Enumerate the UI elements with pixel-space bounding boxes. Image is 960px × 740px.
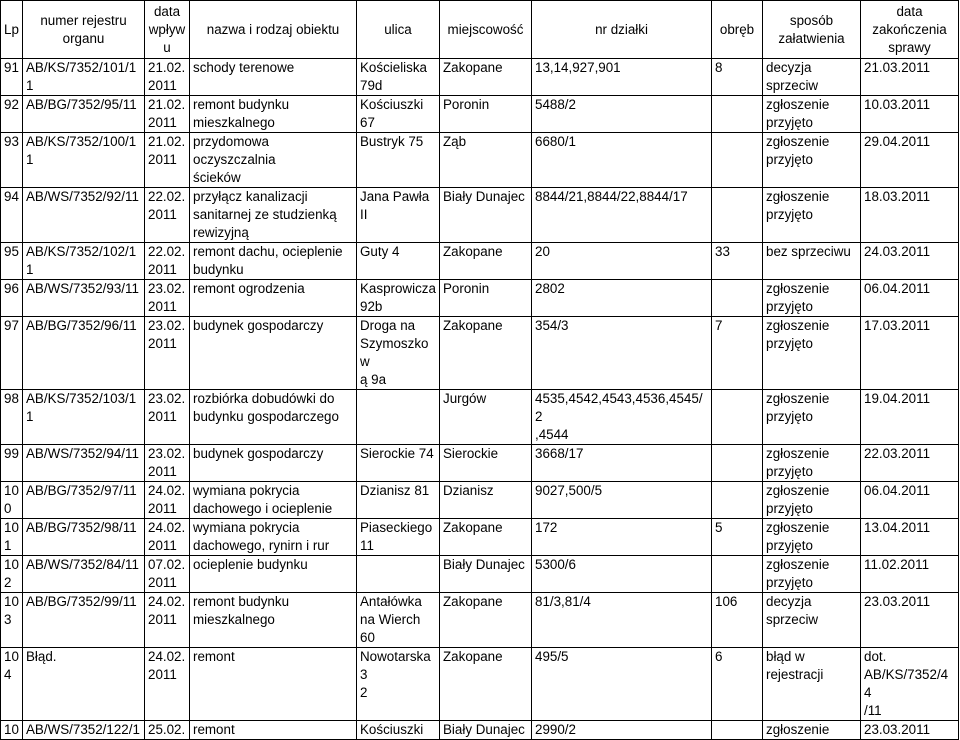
cell-object-name: remont dachu, ocieplenie budynku: [190, 243, 357, 280]
cell-registry-number: AB/WS/7352/84/11: [23, 556, 145, 593]
cell-street: Kasprowicza 92b: [357, 280, 440, 317]
cell-received-date: 23.02. 2011: [145, 445, 190, 482]
cell-resolution: zgłoszenie przyjęto: [763, 556, 861, 593]
cell-registry-number: AB/KS/7352/100/11: [23, 133, 145, 188]
table-row: [1, 556, 959, 593]
cell-town: Sierockie: [440, 445, 532, 482]
cell-lp: 10 0: [1, 482, 23, 519]
cell-precinct: 106: [712, 593, 763, 648]
cell-plot-number: 13,14,927,901: [532, 59, 712, 96]
cell-resolution: zgłoszenie przyjęto: [763, 519, 861, 556]
cell-street: Piaseckiego 11: [357, 519, 440, 556]
cell-received-date: 21.02. 2011: [145, 96, 190, 133]
cell-lp: 10 4: [1, 648, 23, 721]
cell-object-name: ocieplenie budynku: [190, 556, 357, 593]
table-row: [1, 519, 959, 556]
cell-resolution: zgłoszenie przyjęto: [763, 133, 861, 188]
cell-completion-date: 23.03.2011: [861, 593, 959, 648]
cell-street: Jana Pawła II: [357, 188, 440, 243]
header-precinct: obręb: [712, 1, 763, 59]
header-registry-number: numer rejestru organu: [23, 1, 145, 59]
table-row: [1, 59, 959, 96]
cell-lp: 10: [1, 721, 23, 740]
cell-received-date: 23.02. 2011: [145, 280, 190, 317]
cell-completion-date: 13.04.2011: [861, 519, 959, 556]
header-row: [1, 1, 959, 59]
cell-resolution: błąd w rejestracji: [763, 648, 861, 721]
cell-resolution: zgłoszenie przyjęto: [763, 445, 861, 482]
cell-precinct: [712, 445, 763, 482]
cell-plot-number: 81/3,81/4: [532, 593, 712, 648]
cell-street: Kościuszki 67: [357, 96, 440, 133]
cell-plot-number: 5300/6: [532, 556, 712, 593]
cell-received-date: 25.02.: [145, 721, 190, 740]
cell-plot-number: 2990/2: [532, 721, 712, 740]
cell-precinct: [712, 280, 763, 317]
cell-object-name: remont: [190, 721, 357, 740]
cell-received-date: 24.02. 2011: [145, 593, 190, 648]
cell-received-date: 07.02. 2011: [145, 556, 190, 593]
cell-street: Antałówka na Wierch 60: [357, 593, 440, 648]
cell-object-name: remont: [190, 648, 357, 721]
cell-plot-number: 9027,500/5: [532, 482, 712, 519]
cell-completion-date: 17.03.2011: [861, 317, 959, 390]
cell-plot-number: 3668/17: [532, 445, 712, 482]
cell-received-date: 22.02. 2011: [145, 243, 190, 280]
header-plot-number: nr działki: [532, 1, 712, 59]
cell-town: Zakopane: [440, 519, 532, 556]
cell-precinct: 33: [712, 243, 763, 280]
cell-received-date: 23.02. 2011: [145, 390, 190, 445]
cell-completion-date: 23.03.2011: [861, 721, 959, 740]
table-row: [1, 188, 959, 243]
cell-precinct: 7: [712, 317, 763, 390]
cell-registry-number: AB/WS/7352/93/11: [23, 280, 145, 317]
table-row: [1, 280, 959, 317]
cell-town: Zakopane: [440, 648, 532, 721]
cell-street: Guty 4: [357, 243, 440, 280]
cell-object-name: wymiana pokrycia dachowego i ocieplenie: [190, 482, 357, 519]
header-town: miejscowość: [440, 1, 532, 59]
header-street: ulica: [357, 1, 440, 59]
cell-registry-number: AB/BG/7352/96/11: [23, 317, 145, 390]
cell-registry-number: Błąd.: [23, 648, 145, 721]
cell-town: Biały Dunajec: [440, 556, 532, 593]
cell-town: Dzianisz: [440, 482, 532, 519]
header-lp: Lp: [1, 1, 23, 59]
cell-received-date: 23.02. 2011: [145, 317, 190, 390]
cell-registry-number: AB/BG/7352/95/11: [23, 96, 145, 133]
cell-completion-date: 06.04.2011: [861, 280, 959, 317]
cell-lp: 97: [1, 317, 23, 390]
table-row: [1, 243, 959, 280]
cell-street: [357, 556, 440, 593]
cell-town: Zakopane: [440, 317, 532, 390]
cell-resolution: zgłoszenie: [763, 721, 861, 740]
table-row: [1, 96, 959, 133]
cell-resolution: decyzja sprzeciw: [763, 59, 861, 96]
cell-precinct: [712, 188, 763, 243]
cell-town: Poronin: [440, 280, 532, 317]
cell-completion-date: 06.04.2011: [861, 482, 959, 519]
cell-completion-date: 10.03.2011: [861, 96, 959, 133]
cell-lp: 93: [1, 133, 23, 188]
cell-object-name: remont ogrodzenia: [190, 280, 357, 317]
cell-received-date: 21.02. 2011: [145, 59, 190, 96]
table-row: [1, 648, 959, 721]
table-row: [1, 721, 959, 740]
header-resolution: sposób załatwienia: [763, 1, 861, 59]
cell-plot-number: 8844/21,8844/22,8844/17: [532, 188, 712, 243]
header-received-date: data wpływ u: [145, 1, 190, 59]
cell-precinct: 5: [712, 519, 763, 556]
cell-lp: 10 3: [1, 593, 23, 648]
cell-lp: 98: [1, 390, 23, 445]
cell-lp: 10 2: [1, 556, 23, 593]
cell-precinct: [712, 390, 763, 445]
cell-completion-date: 24.03.2011: [861, 243, 959, 280]
cell-completion-date: 21.03.2011: [861, 59, 959, 96]
cell-completion-date: 29.04.2011: [861, 133, 959, 188]
cell-resolution: zgłoszenie przyjęto: [763, 188, 861, 243]
cell-object-name: rozbiórka dobudówki do budynku gospodarczego: [190, 390, 357, 445]
cell-street: Nowotarska3 2: [357, 648, 440, 721]
cell-plot-number: 172: [532, 519, 712, 556]
cell-precinct: [712, 556, 763, 593]
cell-lp: 10 1: [1, 519, 23, 556]
cell-plot-number: 4535,4542,4543,4536,4545/2 ,4544: [532, 390, 712, 445]
cell-town: Biały Dunajec: [440, 721, 532, 740]
cell-street: Bustryk 75: [357, 133, 440, 188]
cell-registry-number: AB/KS/7352/103/11: [23, 390, 145, 445]
cell-completion-date: 19.04.2011: [861, 390, 959, 445]
cell-registry-number: AB/BG/7352/98/11: [23, 519, 145, 556]
cell-street: Kościeliska 79d: [357, 59, 440, 96]
cell-received-date: 22.02. 2011: [145, 188, 190, 243]
cell-registry-number: AB/BG/7352/97/11: [23, 482, 145, 519]
cell-completion-date: 11.02.2011: [861, 556, 959, 593]
cell-object-name: schody terenowe: [190, 59, 357, 96]
cell-resolution: decyzja sprzeciw: [763, 593, 861, 648]
cell-completion-date: 22.03.2011: [861, 445, 959, 482]
cell-plot-number: 495/5: [532, 648, 712, 721]
table-row: [1, 445, 959, 482]
cell-resolution: zgłoszenie przyjęto: [763, 280, 861, 317]
cell-object-name: budynek gospodarczy: [190, 317, 357, 390]
table-row: [1, 317, 959, 390]
cell-registry-number: AB/BG/7352/99/11: [23, 593, 145, 648]
cell-resolution: bez sprzeciwu: [763, 243, 861, 280]
cell-street: [357, 390, 440, 445]
cell-lp: 91: [1, 59, 23, 96]
cell-street: Kościuszki: [357, 721, 440, 740]
cell-precinct: [712, 133, 763, 188]
cell-town: Ząb: [440, 133, 532, 188]
cell-object-name: przydomowa oczyszczalnia ścieków: [190, 133, 357, 188]
cell-object-name: budynek gospodarczy: [190, 445, 357, 482]
cell-resolution: zgłoszenie przyjęto: [763, 96, 861, 133]
cell-received-date: 21.02. 2011: [145, 133, 190, 188]
cell-precinct: [712, 721, 763, 740]
cell-plot-number: 5488/2: [532, 96, 712, 133]
cell-town: Zakopane: [440, 59, 532, 96]
cell-registry-number: AB/KS/7352/101/11: [23, 59, 145, 96]
cell-object-name: wymiana pokrycia dachowego, rynirn i rur: [190, 519, 357, 556]
cell-object-name: przyłącz kanalizacji sanitarnej ze studzienką rewizyjną: [190, 188, 357, 243]
cell-town: Jurgów: [440, 390, 532, 445]
cell-precinct: 6: [712, 648, 763, 721]
cell-street: Dzianisz 81: [357, 482, 440, 519]
cell-lp: 92: [1, 96, 23, 133]
cell-object-name: remont budynku mieszkalnego: [190, 593, 357, 648]
cell-resolution: zgłoszenie przyjęto: [763, 317, 861, 390]
cell-resolution: zgłoszenie przyjęto: [763, 390, 861, 445]
cell-street: Sierockie 74: [357, 445, 440, 482]
header-object-name: nazwa i rodzaj obiektu: [190, 1, 357, 59]
cell-plot-number: 20: [532, 243, 712, 280]
cell-town: Zakopane: [440, 593, 532, 648]
cell-received-date: 24.02. 2011: [145, 482, 190, 519]
cell-lp: 96: [1, 280, 23, 317]
cell-received-date: 24.02. 2011: [145, 519, 190, 556]
table-row: [1, 133, 959, 188]
cell-plot-number: 2802: [532, 280, 712, 317]
cell-lp: 94: [1, 188, 23, 243]
cell-registry-number: AB/WS/7352/94/11: [23, 445, 145, 482]
cell-registry-number: AB/WS/7352/92/11: [23, 188, 145, 243]
cell-lp: 95: [1, 243, 23, 280]
cell-precinct: [712, 482, 763, 519]
cell-plot-number: 6680/1: [532, 133, 712, 188]
cell-registry-number: AB/WS/7352/122/1: [23, 721, 145, 740]
cell-resolution: zgłoszenie przyjęto: [763, 482, 861, 519]
header-completion-date: data zakończenia sprawy: [861, 1, 959, 59]
cell-street: Droga na Szymoszkow ą 9a: [357, 317, 440, 390]
cell-received-date: 24.02. 2011: [145, 648, 190, 721]
cell-object-name: remont budynku mieszkalnego: [190, 96, 357, 133]
cell-precinct: [712, 96, 763, 133]
cell-town: Poronin: [440, 96, 532, 133]
table-row: [1, 482, 959, 519]
table-row: [1, 390, 959, 445]
register-body: [1, 59, 959, 740]
cell-town: Zakopane: [440, 243, 532, 280]
cell-precinct: 8: [712, 59, 763, 96]
cell-completion-date: 18.03.2011: [861, 188, 959, 243]
cell-registry-number: AB/KS/7352/102/11: [23, 243, 145, 280]
table-row: [1, 593, 959, 648]
cell-town: Biały Dunajec: [440, 188, 532, 243]
cell-plot-number: 354/3: [532, 317, 712, 390]
cell-completion-date: dot. AB/KS/7352/44 /11: [861, 648, 959, 721]
cell-lp: 99: [1, 445, 23, 482]
